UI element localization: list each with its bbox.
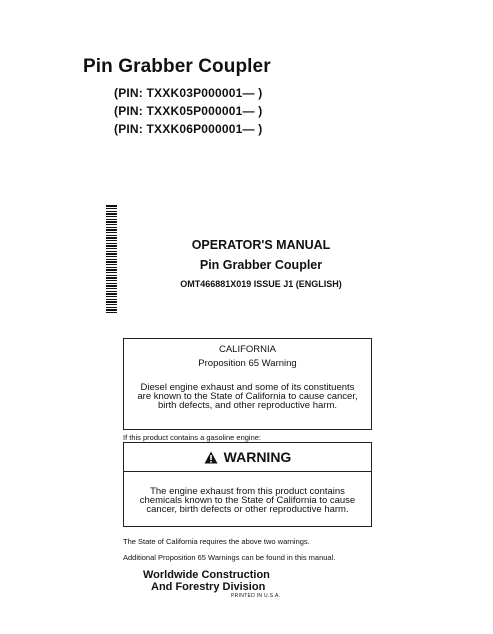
warning-triangle-icon [204,451,218,464]
pin-range-3: (PIN: TXXK06P000001— ) [114,122,263,136]
manual-code: OMT466881X019 ISSUE J1 (ENGLISH) [180,279,342,289]
additional-warnings-note: Additional Proposition 65 Warnings can be found in this manual. [123,553,336,562]
manual-heading: OPERATOR'S MANUAL [191,238,331,252]
document-title: Pin Grabber Coupler [83,56,271,77]
warning-header [124,443,371,472]
division-line-1: Worldwide Construction [143,569,270,581]
ca-line-3: birth defects, and other reproductive harm. [157,400,337,411]
manual-subtitle: Pin Grabber Coupler [199,258,323,272]
warning-line-3: cancer, birth defects or other reproductive harm. [146,504,349,515]
warning-line-1: The engine exhaust from this product contains [150,486,345,497]
california-warning-box [123,338,372,430]
barcode-icon [106,205,117,313]
printed-in: PRINTED IN U.S.A. [231,593,281,599]
pin-range-2: (PIN: TXXK05P000001— ) [114,104,263,118]
ca-line-1: Diesel engine exhaust and some of its constituents [140,382,355,393]
warning-line-2: chemicals known to the State of California to cause [139,495,356,506]
gasoline-note: If this product contains a gasoline engine: [123,433,262,442]
warning-box [123,442,372,527]
california-requirement-note: The State of California requires the above two warnings. [123,537,310,546]
warning-label: WARNING [223,449,292,465]
pin-range-1: (PIN: TXXK03P000001— ) [114,86,263,100]
division-line-2: And Forestry Division [151,581,266,593]
ca-state: CALIFORNIA [218,344,276,355]
ca-prop: Proposition 65 Warning [198,358,297,369]
ca-line-2: are known to the State of California to cause cancer, [137,391,358,402]
